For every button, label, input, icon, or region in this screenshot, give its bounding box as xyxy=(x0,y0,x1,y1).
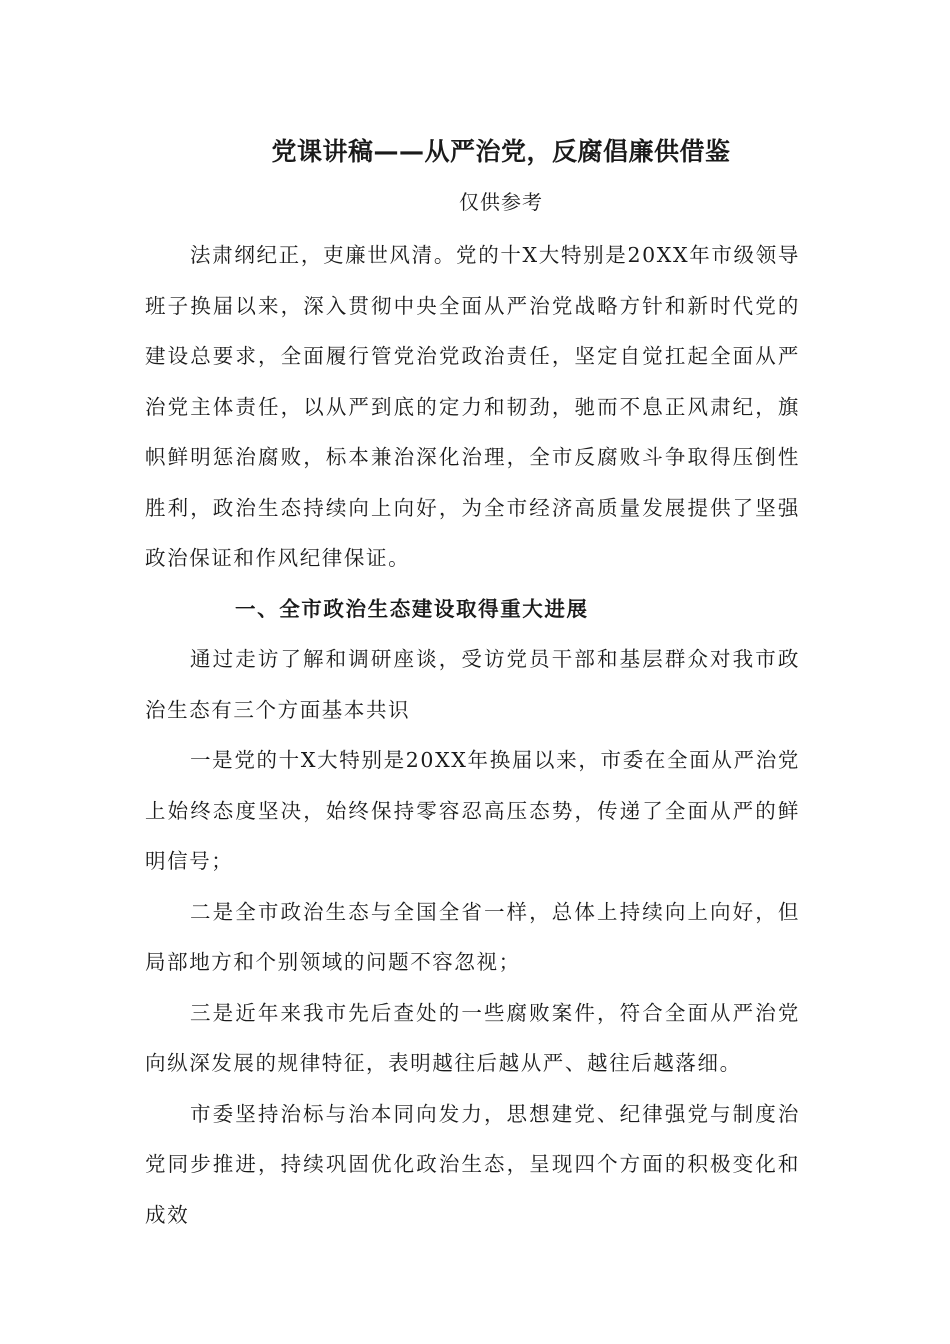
paragraph-point-one: 一是党的十X大特别是20XX年换届以来，市委在全面从严治党上始终态度坚决，始终保持零容忍高压态势，传递了全面从严的鲜明信号； xyxy=(145,748,800,873)
document-title: 党课讲稿——从严治党，反腐倡廉供借鉴 xyxy=(271,137,731,166)
paragraph-conclusion: 市委坚持治标与治本同向发力，思想建党、纪律强党与制度治党同步推进，持续巩固优化政治生态，呈现四个方面的积极变化和成效 xyxy=(145,1101,800,1227)
paragraph-intro: 法肃纲纪正，吏廉世风清。党的十X大特别是20XX年市级领导班子换届以来，深入贯彻中央全面从严治党战略方针和新时代党的建设总要求，全面履行管党治党政治责任，坚定自觉扛起全面从严治党主体责任，以从严到底的定力和韧劲，驰而不息正风肃纪，旗帜鲜明惩治腐败，标本兼治深化治理，全市反腐败斗争取得压倒性胜利，政治生态持续向上向好，为全市经济高质量发展提供了坚强政治保证和作风纪律保证。 xyxy=(145,243,800,570)
paragraph-point-two: 二是全市政治生态与全国全省一样，总体上持续向上向好，但局部地方和个别领域的问题不容忽视； xyxy=(145,899,800,974)
document-subtitle: 仅供参考 xyxy=(459,190,543,214)
document-body xyxy=(145,230,800,1240)
paragraph-survey: 通过走访了解和调研座谈，受访党员干部和基层群众对我市政治生态有三个方面基本共识 xyxy=(145,647,800,722)
paragraph-point-three: 三是近年来我市先后查处的一些腐败案件，符合全面从严治党向纵深发展的规律特征，表明越往后越从严、越往后越落细。 xyxy=(145,1000,800,1075)
section-heading: 一、全市政治生态建设取得重大进展 xyxy=(235,596,589,621)
